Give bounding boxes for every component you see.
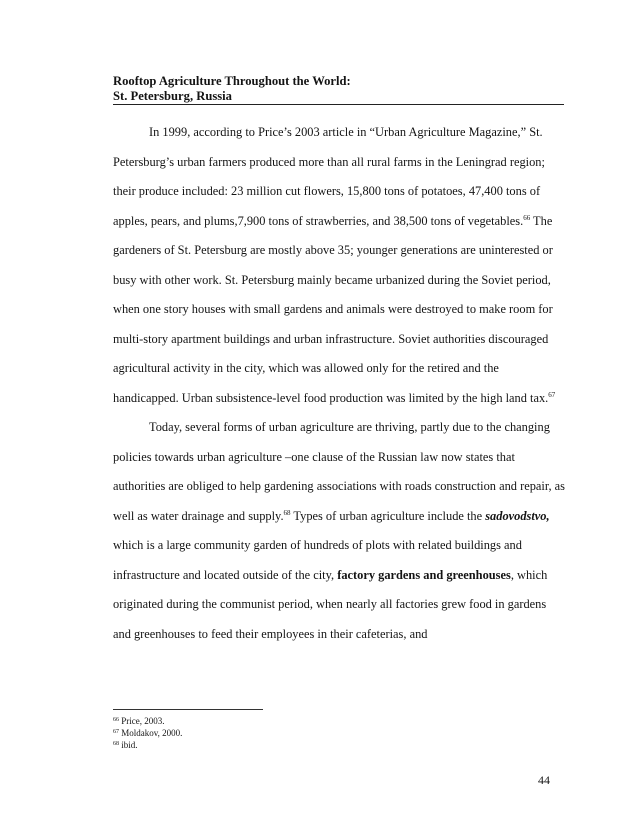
term-sadovodstvo: sadovodstvo, bbox=[485, 508, 550, 523]
body-text bbox=[113, 118, 565, 649]
footnote-text: ibid. bbox=[119, 740, 138, 750]
paragraph-1-text-b: The gardeners of St. Petersburg are mostly above 35; younger generations are uninterested or busy with other work. St. Petersburg mainly became urbanized during the Soviet period, when one story houses with small gardens and animals were destroyed to make room for multi-story apartment buildings and urban infrastructure. Soviet authorities discouraged agricultural activity in the city, which was allowed only for the retired and the handicapped. Urban subsistence-level food production was limited by the high land tax. bbox=[113, 213, 553, 405]
footnote-ref-66: 66 bbox=[523, 213, 531, 222]
footnote-text: Moldakov, 2000. bbox=[119, 728, 183, 738]
page-number: 44 bbox=[538, 773, 550, 787]
section-heading bbox=[113, 74, 564, 104]
footnote-number: 67 bbox=[113, 729, 119, 735]
footnote-number: 68 bbox=[113, 741, 119, 747]
footnote-67 bbox=[113, 727, 182, 739]
heading-line-2: St. Petersburg, Russia bbox=[113, 89, 232, 103]
footnotes bbox=[113, 715, 182, 751]
paragraph-1 bbox=[113, 118, 565, 413]
paragraph-2-text-d: , which originated during the communist period, when nearly all factories grew food in gardens and greenhouses to feed their employees in their cafeterias, and bbox=[113, 567, 548, 641]
term-factory-gardens: factory gardens and greenhouses bbox=[337, 567, 511, 582]
footnote-rule bbox=[113, 709, 263, 710]
paragraph-2-text-a: Today, several forms of urban agriculture are thriving, partly due to the changing policies towards urban agriculture –one clause of the Russian law now states that authorities are obliged to help gardening associations with roads construction and repair, as well as water drainage and supply. bbox=[113, 420, 565, 523]
footnote-ref-68: 68 bbox=[283, 508, 291, 517]
footnote-68 bbox=[113, 739, 182, 751]
footnote-number: 66 bbox=[113, 717, 119, 723]
paragraph-2 bbox=[113, 413, 565, 649]
paragraph-2-text-c: which is a large community garden of hundreds of plots with related buildings and infrastructure and located outside of the city, bbox=[113, 538, 522, 582]
paragraph-2-text-b: Types of urban agriculture include the bbox=[290, 508, 486, 523]
heading-line-1: Rooftop Agriculture Throughout the World: bbox=[113, 74, 351, 88]
footnote-66 bbox=[113, 715, 182, 727]
heading-rule bbox=[113, 104, 564, 105]
footnote-text: Price, 2003. bbox=[119, 716, 165, 726]
footnote-ref-67: 67 bbox=[548, 390, 556, 399]
paragraph-1-text-a: In 1999, according to Price’s 2003 article in “Urban Agriculture Magazine,” St. Petersburg’s urban farmers produced more than all rural farms in the Leningrad region; their produce included: 23 million cut flowers, 15,800 tons of potatoes, 47,400 tons of apples, pears, and plums,7,900 tons of strawberries, and 38,500 tons of vegetables. bbox=[113, 125, 545, 228]
